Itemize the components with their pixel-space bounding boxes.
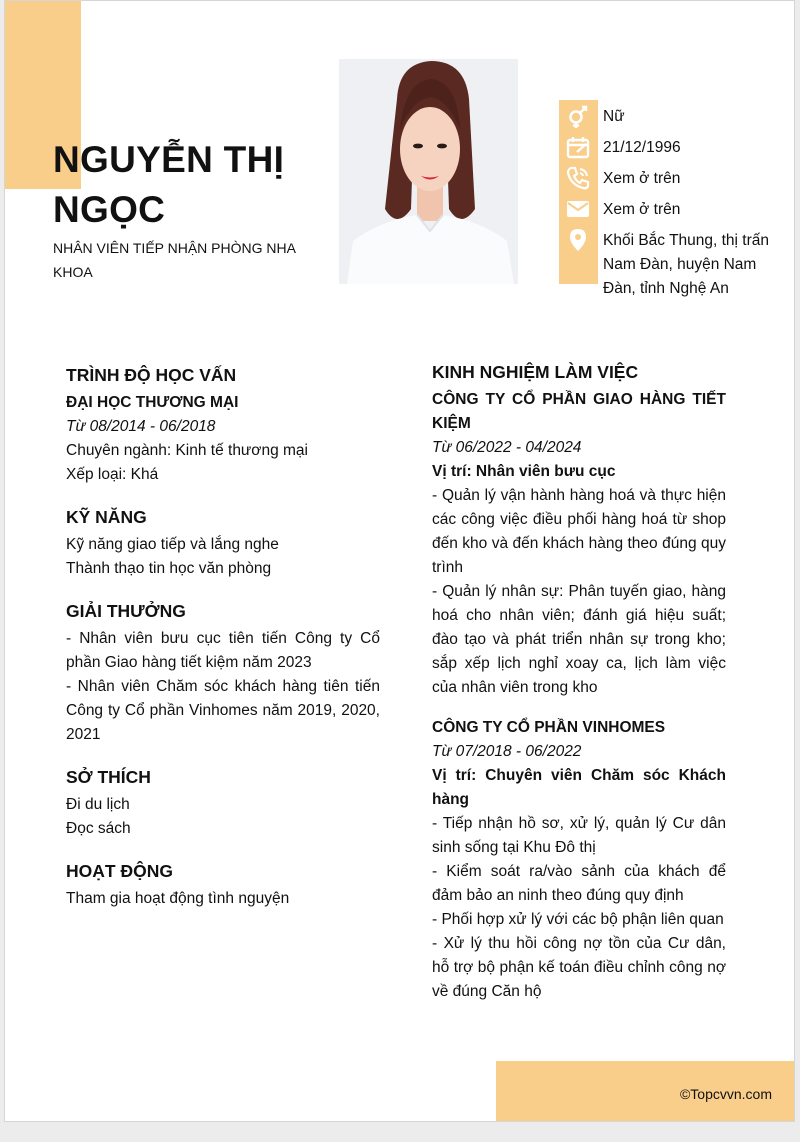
cv-page: [4, 0, 795, 1122]
job-company: CÔNG TY CỔ PHẦN GIAO HÀNG TIẾT KIỆM: [432, 391, 726, 432]
education-grade: Xếp loại: Khá: [66, 466, 159, 483]
email-icon[interactable]: [565, 196, 591, 222]
copyright-text: ©Topcvvn.com: [679, 1086, 772, 1102]
right-column: [432, 358, 726, 1004]
location-icon: [565, 227, 591, 253]
job-period: Từ 06/2022 - 04/2024: [432, 439, 582, 456]
education-school: ĐẠI HỌC THƯƠNG MẠI: [66, 394, 239, 411]
candidate-name: [53, 135, 343, 235]
job-entry-vinhomes: [432, 716, 726, 1004]
left-column: [66, 361, 380, 927]
job-duty: - Xử lý thu hồi công nợ tồn của Cư dân, hỗ trợ bộ phận kế toán điều chỉnh công nợ về đúng Căn hộ: [432, 935, 726, 1000]
job-title: NHÂN VIÊN TIẾP NHẬN PHÒNG NHA KHOA: [53, 240, 296, 280]
award-item: - Nhân viên bưu cục tiên tiến Công ty Cổ phần Giao hàng tiết kiệm năm 2023: [66, 630, 380, 671]
job-position: Vị trí: Chuyên viên Chăm sóc Khách hàng: [432, 767, 726, 808]
activity-item: Tham gia hoạt động tình nguyện: [66, 890, 290, 907]
name-line-1: NGUYỄN THỊ: [53, 139, 285, 180]
job-duty: - Quản lý nhân sự: Phân tuyến giao, hàng hoá cho nhân viên; đánh giá hiệu suất; đào tạo và phát triển nhân sự trong kho; sắp xếp lịch nghỉ xoay ca, lịch làm việc của nhân viên trong kho: [432, 583, 726, 696]
job-duty: - Quản lý vận hành hàng hoá và thực hiện các công việc điều phối hàng hoá từ shop đến kho và đến khách hàng theo đúng quy trình: [432, 487, 726, 576]
activities-section: [66, 857, 380, 911]
experience-title: KINH NGHIỆM LÀM VIỆC: [432, 362, 639, 382]
education-section: [66, 361, 380, 487]
job-duty: - Phối hợp xử lý với các bộ phận liên quan: [432, 911, 724, 928]
calendar-icon: [565, 134, 591, 160]
gender-icon: [565, 103, 591, 129]
job-spacer: [432, 700, 726, 716]
hobbies-section: [66, 763, 380, 841]
profile-photo-illustration: [339, 59, 518, 284]
job-company: CÔNG TY CỔ PHẦN VINHOMES: [432, 719, 666, 736]
awards-title: GIẢI THƯỞNG: [66, 601, 186, 621]
job-duty: - Kiểm soát ra/vào sảnh của khách để đảm bảo an ninh theo đúng quy định: [432, 863, 726, 904]
hobby-item: Đi du lịch: [66, 796, 130, 813]
skill-item: Thành thạo tin học văn phòng: [66, 560, 272, 577]
education-major: Chuyên ngành: Kinh tế thương mại: [66, 442, 308, 459]
activities-title: HOẠT ĐỘNG: [66, 861, 173, 881]
skill-item: Kỹ năng giao tiếp và lắng nghe: [66, 536, 279, 553]
hobbies-title: SỞ THÍCH: [66, 767, 151, 787]
education-title: TRÌNH ĐỘ HỌC VẤN: [66, 365, 237, 385]
job-entry-ghtk: [432, 388, 726, 700]
award-item: - Nhân viên Chăm sóc khách hàng tiên tiến Công ty Cổ phần Vinhomes năm 2019, 2020, 2021: [66, 678, 380, 743]
name-line-2: NGỌC: [53, 189, 166, 230]
contact-phone: Xem ở trên: [603, 170, 681, 187]
contact-gender: Nữ: [603, 108, 625, 125]
contact-birthday: 21/12/1996: [603, 139, 681, 156]
job-position: Vị trí: Nhân viên bưu cục: [432, 463, 616, 480]
job-period: Từ 07/2018 - 06/2022: [432, 743, 582, 760]
job-duty: - Tiếp nhận hồ sơ, xử lý, quản lý Cư dân sinh sống tại Khu Đô thị: [432, 815, 726, 856]
awards-section: [66, 597, 380, 747]
contact-email: Xem ở trên: [603, 201, 681, 218]
phone-icon[interactable]: [565, 165, 591, 191]
skills-title: KỸ NĂNG: [66, 507, 147, 527]
hobby-item: Đọc sách: [66, 820, 131, 837]
contact-address: Khối Bắc Thung, thị trấn Nam Đàn, huyện Nam Đàn, tỉnh Nghệ An: [603, 232, 770, 297]
education-period: Từ 08/2014 - 06/2018: [66, 418, 216, 435]
profile-photo: [339, 59, 518, 284]
skills-section: [66, 503, 380, 581]
